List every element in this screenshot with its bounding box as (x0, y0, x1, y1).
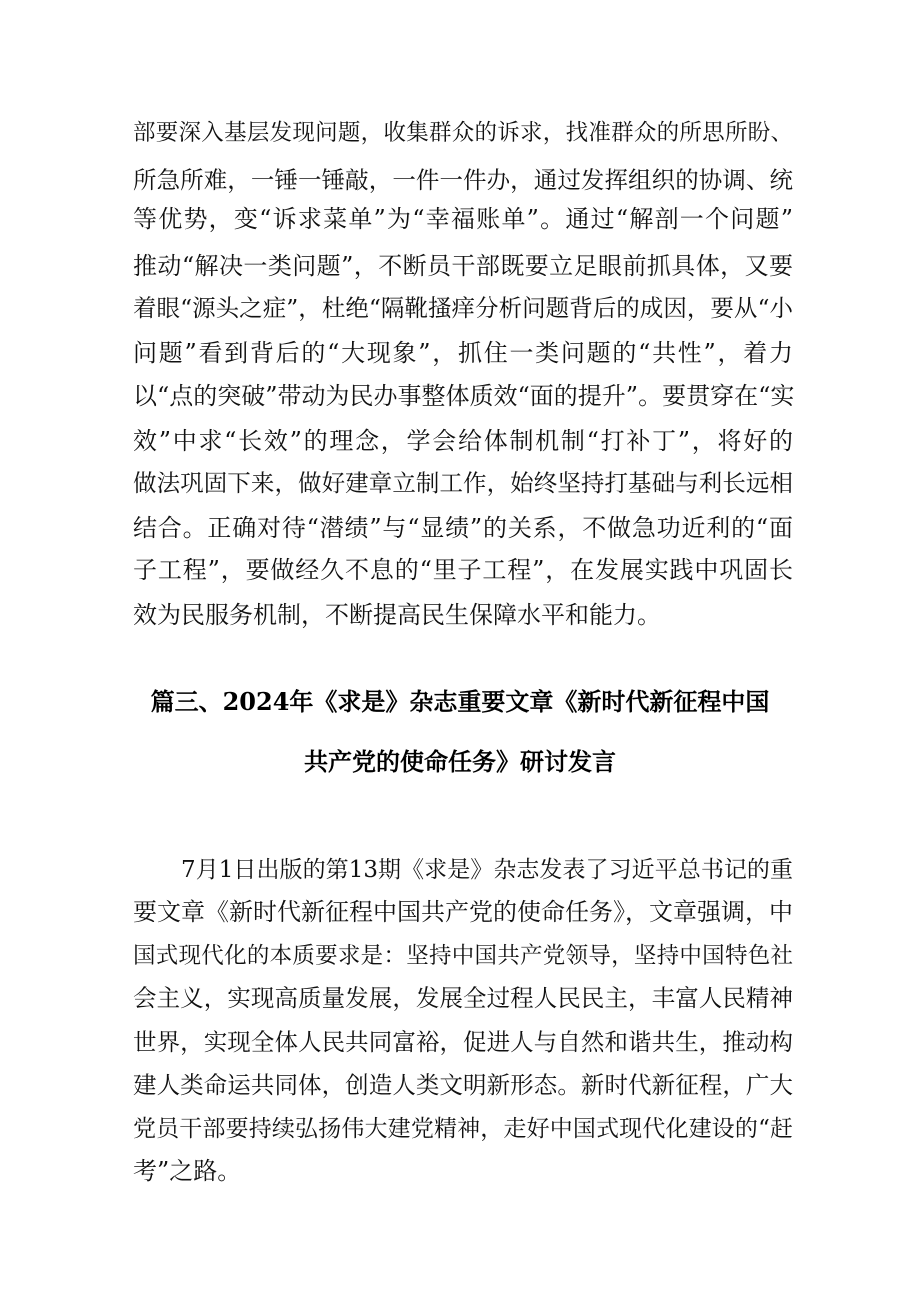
text-line: 考”之路。 (133, 1157, 242, 1185)
text-line: 要文章《新时代新征程中国共产党的使命任务》，文章强调，中 (133, 898, 793, 926)
text-line: 会主义，实现高质量发展，发展全过程人民民主，丰富人民精神 (133, 984, 793, 1012)
text-line: 着眼“源头之症”，杜绝“隔靴搔痒分析问题背后的成因，要从“小 (133, 294, 793, 322)
text-line: 建人类命运共同体，创造人类文明新形态。新时代新征程，广大 (133, 1071, 793, 1099)
text-line: 子工程”，要做经久不息的“里子工程”，在发展实践中巩固长 (133, 556, 793, 584)
text-line: 党员干部要持续弘扬伟大建党精神，走好中国式现代化建设的“赶 (133, 1116, 793, 1142)
text-line: 问题”看到背后的“大现象”，抓住一类问题的“共性”，着力 (133, 339, 793, 367)
text-line: 国式现代化的本质要求是：坚持中国共产党领导，坚持中国特色社 (133, 943, 793, 969)
text-line: 做法巩固下来，做好建章立制工作，始终坚持打基础与利长远相 (133, 469, 793, 497)
text-line: 所急所难，一锤一锤敲，一件一件办，通过发挥组织的协调、统 (133, 166, 793, 194)
text-line: 效”中求“长效”的理念，学会给体制机制“打补丁”，将好的 (133, 427, 793, 455)
text-line: 等优势，变“诉求菜单”为“幸福账单”。通过“解剖一个问题” (133, 205, 793, 233)
heading-line-1: 篇三、2024年《求是》杂志重要文章《新时代新征程中国 (150, 687, 770, 716)
text-line: 世界，实现全体人民共同富裕，促进人与自然和谐共生，推动构 (133, 1028, 793, 1056)
text-line: 部要深入基层发现问题，收集群众的诉求，找准群众的所思所盼、 (133, 120, 793, 146)
text-line: 结合。正确对待“潜绩”与“显绩”的关系，不做急功近利的“面 (133, 514, 793, 542)
text-line: 以“点的突破”带动为民办事整体质效“面的提升”。要贯穿在“实 (133, 382, 795, 410)
text-line: 7月1日出版的第13期《求是》杂志发表了习近平总书记的重 (181, 857, 793, 883)
text-line: 推动“解决一类问题”，不断员干部既要立足眼前抓具体，又要 (133, 252, 793, 280)
heading-line-2: 共产党的使命任务》研讨发言 (304, 747, 616, 776)
text-line: 效为民服务机制，不断提高民生保障水平和能力。 (133, 601, 661, 629)
